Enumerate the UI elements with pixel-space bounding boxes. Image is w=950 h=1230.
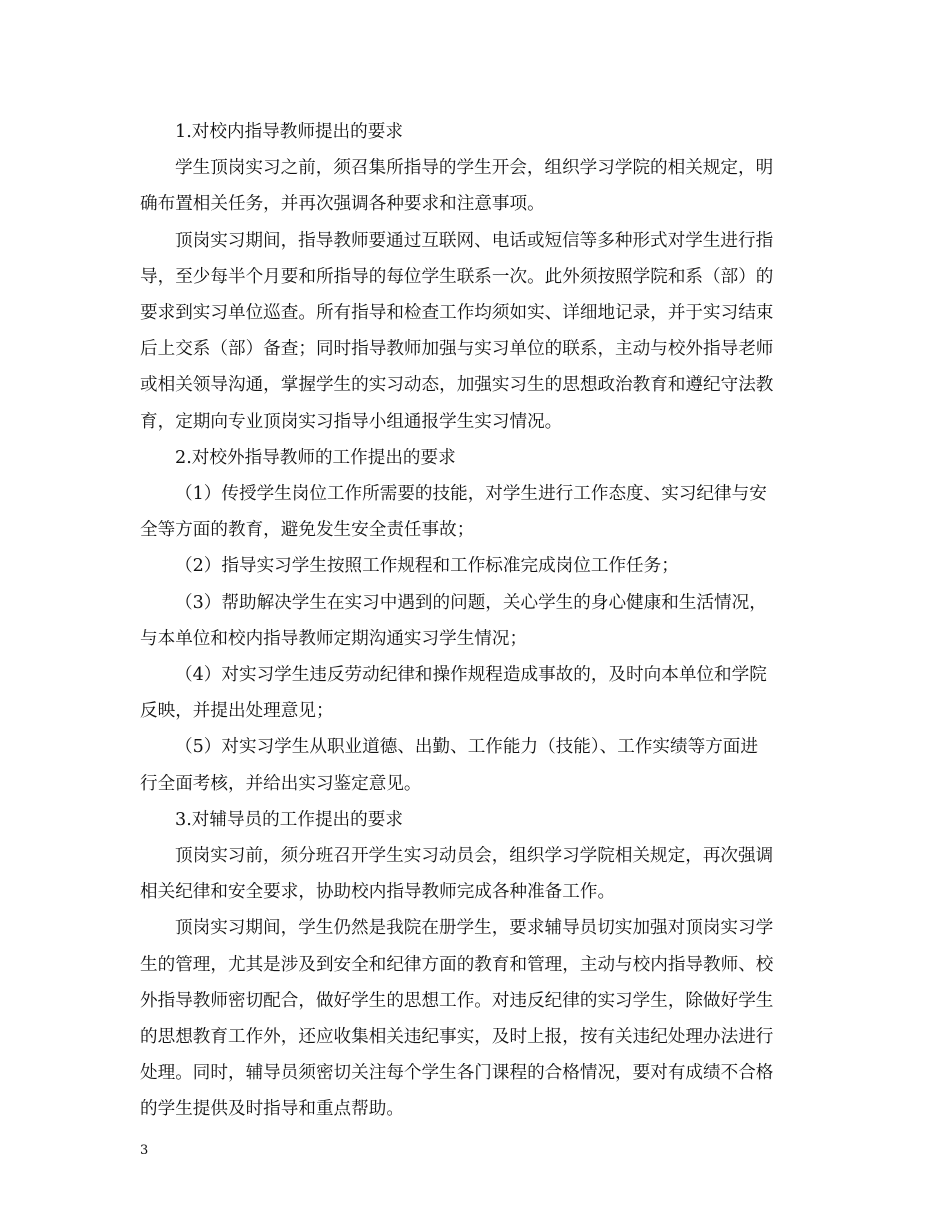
text-line: 2.对校外指导教师的工作提出的要求 (175, 447, 456, 468)
text-line: （3）帮助解决学生在实习中遇到的问题，关心学生的身心健康和生活情况， (175, 592, 767, 613)
body-paragraph (140, 150, 810, 222)
document-body (140, 114, 810, 1128)
text-line: 的学生提供及时指导和重点帮助。 (140, 1099, 404, 1120)
body-paragraph (140, 585, 810, 657)
text-line: 要求到实习单位巡查。所有指导和检查工作均须如实、详细地记录，并于实习结束 (140, 303, 774, 324)
text-line: 学生顶岗实习之前，须召集所指导的学生开会，组织学习学院的相关规定，明 (175, 158, 774, 179)
text-line: 或相关领导沟通，掌握学生的实习动态，加强实习生的思想政治教育和遵纪守法教 (140, 375, 774, 396)
text-line: 相关纪律和安全要求，协助校内指导教师完成各种准备工作。 (140, 882, 616, 903)
text-line: 3.对辅导员的工作提出的要求 (175, 809, 403, 830)
page-number: 3 (140, 1143, 149, 1158)
text-line: 1.对校内指导教师提出的要求 (175, 122, 403, 142)
text-line: 处理。同时，辅导员须密切关注每个学生各门课程的合格情况，要对有成绩不合格 (140, 1063, 774, 1084)
body-paragraph (140, 223, 810, 440)
text-line: 育，定期向专业顶岗实习指导小组通报学生实习情况。 (140, 411, 563, 432)
body-paragraph (140, 729, 810, 801)
text-line: （1）传授学生岗位工作所需要的技能，对学生进行工作态度、实习纪律与安 (175, 484, 767, 505)
text-line: 生的管理，尤其是涉及到安全和纪律方面的教育和管理，主动与校内指导教师、校 (140, 954, 774, 975)
text-line: 顶岗实习期间，指导教师要通过互联网、电话或短信等多种形式对学生进行指 (175, 230, 774, 251)
section-heading (140, 114, 810, 150)
section-heading (140, 440, 810, 476)
text-line: 顶岗实习期间，学生仍然是我院在册学生，要求辅导员切实加强对顶岗实习学 (175, 918, 774, 939)
text-line: 后上交系（部）备查；同时指导教师加强与实习单位的联系，主动与校外指导老师 (140, 339, 774, 360)
body-paragraph (140, 838, 810, 910)
text-line: 顶岗实习前，须分班召开学生实习动员会，组织学习学院相关规定，再次强调 (175, 846, 774, 867)
text-line: （2）指导实习学生按照工作规程和工作标准完成岗位工作任务； (175, 556, 679, 577)
text-line: （4）对实习学生违反劳动纪律和操作规程造成事故的，及时向本单位和学院 (175, 665, 767, 686)
text-line: 的思想教育工作外，还应收集相关违纪事实，及时上报，按有关违纪处理办法进行 (140, 1027, 774, 1048)
text-line: 行全面考核，并给出实习鉴定意见。 (140, 773, 422, 794)
text-line: 外指导教师密切配合，做好学生的思想工作。对违反纪律的实习学生，除做好学生 (140, 990, 774, 1011)
body-paragraph (140, 476, 810, 548)
text-line: 与本单位和校内指导教师定期沟通实习学生情况； (140, 628, 528, 649)
text-line: 导，至少每半个月要和所指导的每位学生联系一次。此外须按照学院和系（部）的 (140, 266, 774, 287)
text-line: 全等方面的教育，避免发生安全责任事故； (140, 520, 475, 541)
body-paragraph (140, 910, 810, 1127)
body-paragraph (140, 548, 810, 584)
section-heading (140, 802, 810, 838)
text-line: 确布置相关任务，并再次强调各种要求和注意事项。 (140, 194, 545, 215)
text-line: （5）对实习学生从职业道德、出勤、工作能力（技能）、工作实绩等方面进 (175, 737, 758, 758)
text-line: 反映，并提出处理意见； (140, 701, 334, 722)
body-paragraph (140, 657, 810, 729)
